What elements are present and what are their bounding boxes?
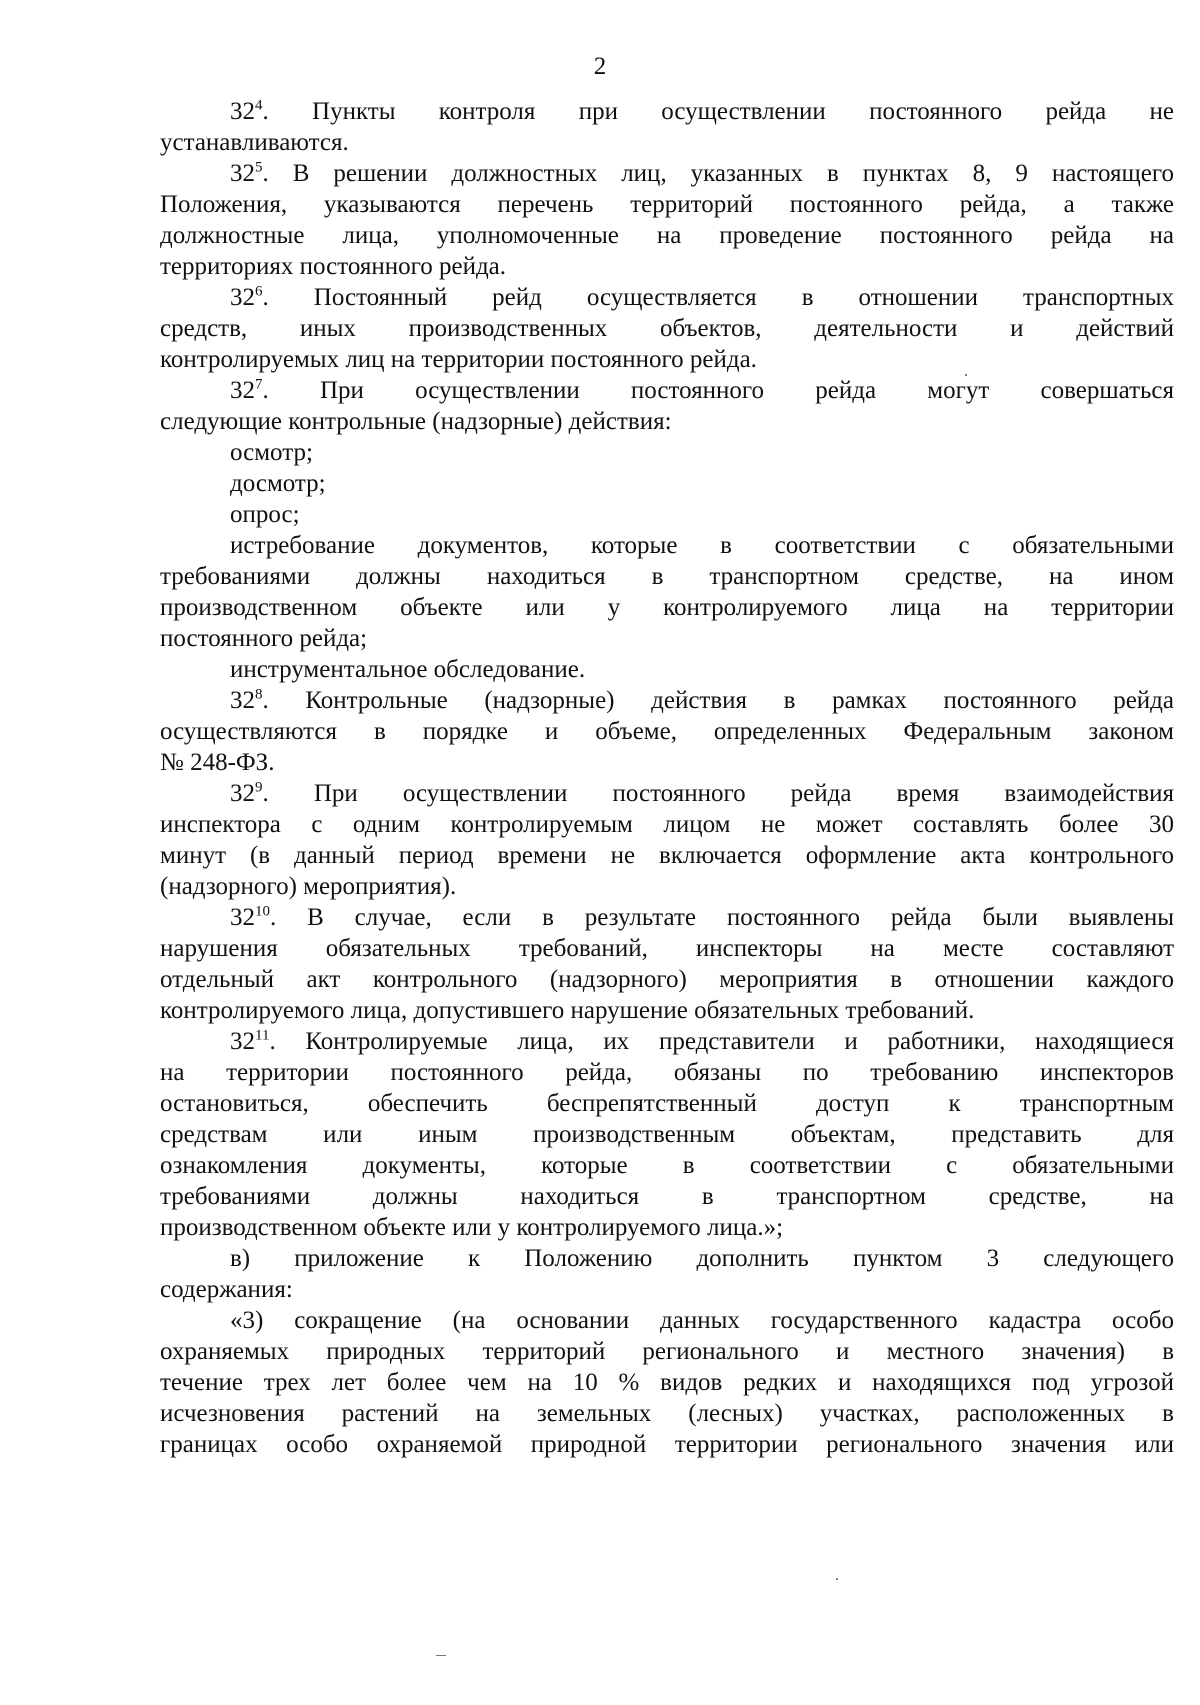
paragraph-32-10 — [160, 902, 1174, 1026]
paragraph-number: $32^{11}$ — [230, 1027, 270, 1055]
paragraph-line: содержания: — [160, 1276, 293, 1303]
paragraph-line: границах особо охраняемой природной территории регионального значения или — [160, 1431, 1174, 1458]
paragraph-line: охраняемых природных территорий регионального и местного значения) в — [160, 1338, 1174, 1365]
paragraph-number: $32^7$ — [230, 376, 263, 404]
paragraph-line: (надзорного) мероприятия). — [160, 873, 457, 900]
list-item-istrebovanie — [160, 530, 1174, 654]
paragraph-line: нарушения обязательных требований, инспекторы на месте составляют — [160, 935, 1174, 962]
paragraph-number: $32^5$ — [230, 159, 263, 187]
paragraph-line: $32^{11}$. Контролируемые лица, их представители и работники, находящиеся — [230, 1027, 1174, 1055]
list-item-instrumentalnoe — [160, 654, 1174, 685]
list-item-osmotr — [160, 437, 1174, 468]
scan-artifact — [836, 1578, 838, 1580]
paragraph-line: $32^7$. При осуществлении постоянного рейда могут совершаться — [230, 376, 1174, 404]
paragraph-32-11 — [160, 1026, 1174, 1243]
paragraph-line: исчезновения растений на земельных (лесных) участках, расположенных в — [160, 1400, 1174, 1427]
paragraph-number: $32^8$ — [230, 686, 263, 714]
paragraph-line: минут (в данный период времени не включается оформление акта контрольного — [160, 842, 1174, 869]
paragraph-line: $32^5$. В решении должностных лиц, указанных в пунктах 8, 9 настоящего — [230, 159, 1174, 187]
paragraph-line: требованиями должны находиться в транспортном средстве, на ином — [160, 563, 1174, 590]
paragraph-line: осуществляются в порядке и объеме, определенных Федеральным законом — [160, 718, 1174, 745]
paragraph-32-4 — [160, 96, 1174, 158]
paragraph-line: производственном объекте или у контролируемого лица.»; — [160, 1214, 784, 1241]
paragraph-line: производственном объекте или у контролируемого лица на территории — [160, 594, 1174, 621]
paragraph-line: контролируемых лиц на территории постоянного рейда. — [160, 346, 757, 373]
paragraph-line: средствам или иным производственным объектам, представить для — [160, 1121, 1174, 1148]
paragraph-line: осмотр; — [230, 439, 313, 466]
paragraph-line: $32^6$. Постоянный рейд осуществляется в отношении транспортных — [230, 283, 1174, 311]
document-body — [160, 96, 1174, 1460]
paragraph-32-9 — [160, 778, 1174, 902]
paragraph-line: следующие контрольные (надзорные) действия: — [160, 408, 672, 435]
page-number: 2 — [593, 53, 607, 80]
scan-artifact — [965, 374, 967, 376]
paragraph-32-5 — [160, 158, 1174, 282]
paragraph-line: $32^8$. Контрольные (надзорные) действия в рамках постоянного рейда — [230, 686, 1174, 714]
paragraph-line: № 248-ФЗ. — [160, 749, 275, 776]
list-item-dosmotr — [160, 468, 1174, 499]
scan-artifact — [436, 1655, 446, 1656]
paragraph-line: на территории постоянного рейда, обязаны по требованию инспекторов — [160, 1059, 1174, 1086]
paragraph-line: требованиями должны находиться в транспортном средстве, на — [160, 1183, 1174, 1210]
paragraph-32-6 — [160, 282, 1174, 375]
paragraph-line: Положения, указываются перечень территорий постоянного рейда, а также — [160, 191, 1174, 218]
paragraph-line: должностные лица, уполномоченные на проведение постоянного рейда на — [160, 222, 1174, 249]
paragraph-number: $32^9$ — [230, 779, 263, 807]
paragraph-line: территориях постоянного рейда. — [160, 253, 507, 280]
paragraph-line: «3) сокращение (на основании данных государственного кадастра особо — [230, 1307, 1174, 1334]
paragraph-line: $32^{10}$. В случае, если в результате постоянного рейда были выявлены — [230, 903, 1174, 931]
paragraph-line: отдельный акт контрольного (надзорного) мероприятия в отношении каждого — [160, 966, 1174, 993]
paragraph-line: инспектора с одним контролируемым лицом не может составлять более 30 — [160, 811, 1174, 838]
paragraph-line: инструментальное обследование. — [230, 656, 586, 683]
paragraph-line: средств, иных производственных объектов, деятельности и действий — [160, 315, 1174, 342]
paragraph-line: течение трех лет более чем на 10 % видов редких и находящихся под угрозой — [160, 1369, 1174, 1396]
paragraph-number: $32^6$ — [230, 283, 263, 311]
paragraph-number: $32^{10}$ — [230, 903, 270, 931]
paragraph-line: контролируемого лица, допустившего нарушение обязательных требований. — [160, 997, 975, 1024]
paragraph-line: истребование документов, которые в соответствии с обязательными — [230, 532, 1174, 559]
paragraph-3 — [160, 1305, 1174, 1460]
paragraph-line: устанавливаются. — [160, 129, 349, 156]
paragraph-line: остановиться, обеспечить беспрепятственный доступ к транспортным — [160, 1090, 1174, 1117]
paragraph-line: ознакомления документы, которые в соответствии с обязательными — [160, 1152, 1174, 1179]
paragraph-line: в) приложение к Положению дополнить пунктом 3 следующего — [230, 1245, 1174, 1272]
paragraph-line: досмотр; — [230, 470, 326, 497]
paragraph-line: опрос; — [230, 501, 300, 528]
paragraph-line: $32^4$. Пункты контроля при осуществлении постоянного рейда не — [230, 97, 1174, 125]
paragraph-v — [160, 1243, 1174, 1305]
paragraph-number: $32^4$ — [230, 97, 263, 125]
paragraph-32-7 — [160, 375, 1174, 437]
paragraph-32-8 — [160, 685, 1174, 778]
paragraph-line: $32^9$. При осуществлении постоянного рейда время взаимодействия — [230, 779, 1174, 807]
list-item-opros — [160, 499, 1174, 530]
paragraph-line: постоянного рейда; — [160, 625, 368, 652]
